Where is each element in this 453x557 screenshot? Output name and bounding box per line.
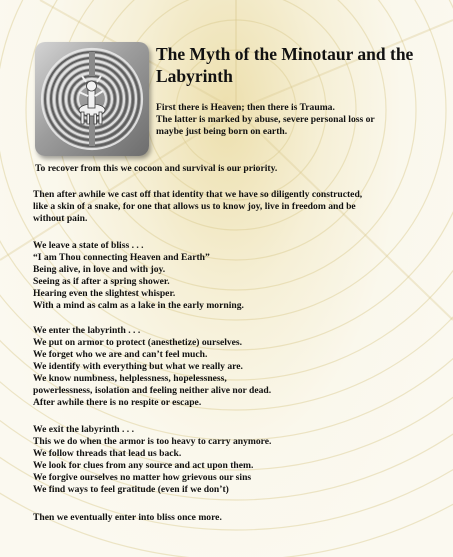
stanza-line: After awhile there is no respite or escape. (33, 397, 202, 408)
recover-line: To recover from this we cocoon and survival is our priority. (35, 163, 278, 174)
stanza-line: We know numbness, helplessness, hopelessness, (33, 373, 227, 384)
cast-off-line: without pain. (33, 213, 88, 224)
stanza-line: We identify with everything but what we really are. (33, 361, 243, 372)
intro-line: The latter is marked by abuse, severe personal loss or (156, 114, 375, 125)
stanza-line: Being alive, in love and with joy. (33, 264, 166, 275)
closing-paragraph (33, 512, 222, 524)
labyrinth-emblem-icon (35, 42, 149, 156)
stanza-line: We forget who we are and can’t feel much. (33, 349, 208, 360)
stanza-line: We put on armor to protect (anesthetize) ourselves. (33, 337, 243, 348)
stanza-line: This we do when the armor is too heavy to carry anymore. (33, 436, 272, 447)
stanza-line: We exit the labyrinth . . . (33, 424, 134, 435)
stanza-line: “I am Thou connecting Heaven and Earth” (33, 252, 210, 263)
intro-paragraph (156, 102, 446, 138)
stanza-line: We forgive ourselves no matter how grievous our sins (33, 472, 252, 483)
page-title: The Myth of the Minotaur and the Labyrinth (156, 44, 414, 86)
enter-labyrinth-stanza (33, 325, 271, 409)
stanza-line: We enter the labyrinth . . . (33, 325, 141, 336)
cast-off-paragraph (33, 189, 362, 225)
cast-off-line: like a skin of a snake, for one that allows us to know joy, live in freedom and be (33, 201, 356, 212)
stanza-line: powerlessness, isolation and feeling neither alive nor dead. (33, 385, 272, 396)
stanza-line: With a mind as calm as a lake in the early morning. (33, 300, 244, 311)
stanza-line: Hearing even the slightest whisper. (33, 288, 176, 299)
intro-line: maybe just being born on earth. (156, 126, 288, 137)
intro-line: First there is Heaven; then there is Trauma. (156, 102, 335, 113)
stanza-line: We follow threads that lead us back. (33, 448, 182, 459)
exit-labyrinth-stanza (33, 424, 271, 496)
recover-paragraph (35, 163, 277, 175)
leave-bliss-stanza (33, 240, 244, 312)
cast-off-line: Then after awhile we cast off that identity that we have so diligently constructed, (33, 189, 363, 200)
stanza-line: We look for clues from any source and act upon them. (33, 460, 254, 471)
closing-line: Then we eventually enter into bliss once more. (33, 512, 222, 523)
stanza-line: We find ways to feel gratitude (even if we don’t) (33, 484, 229, 495)
stanza-line: We leave a state of bliss . . . (33, 240, 144, 251)
stanza-line: Seeing as if after a spring shower. (33, 276, 170, 287)
